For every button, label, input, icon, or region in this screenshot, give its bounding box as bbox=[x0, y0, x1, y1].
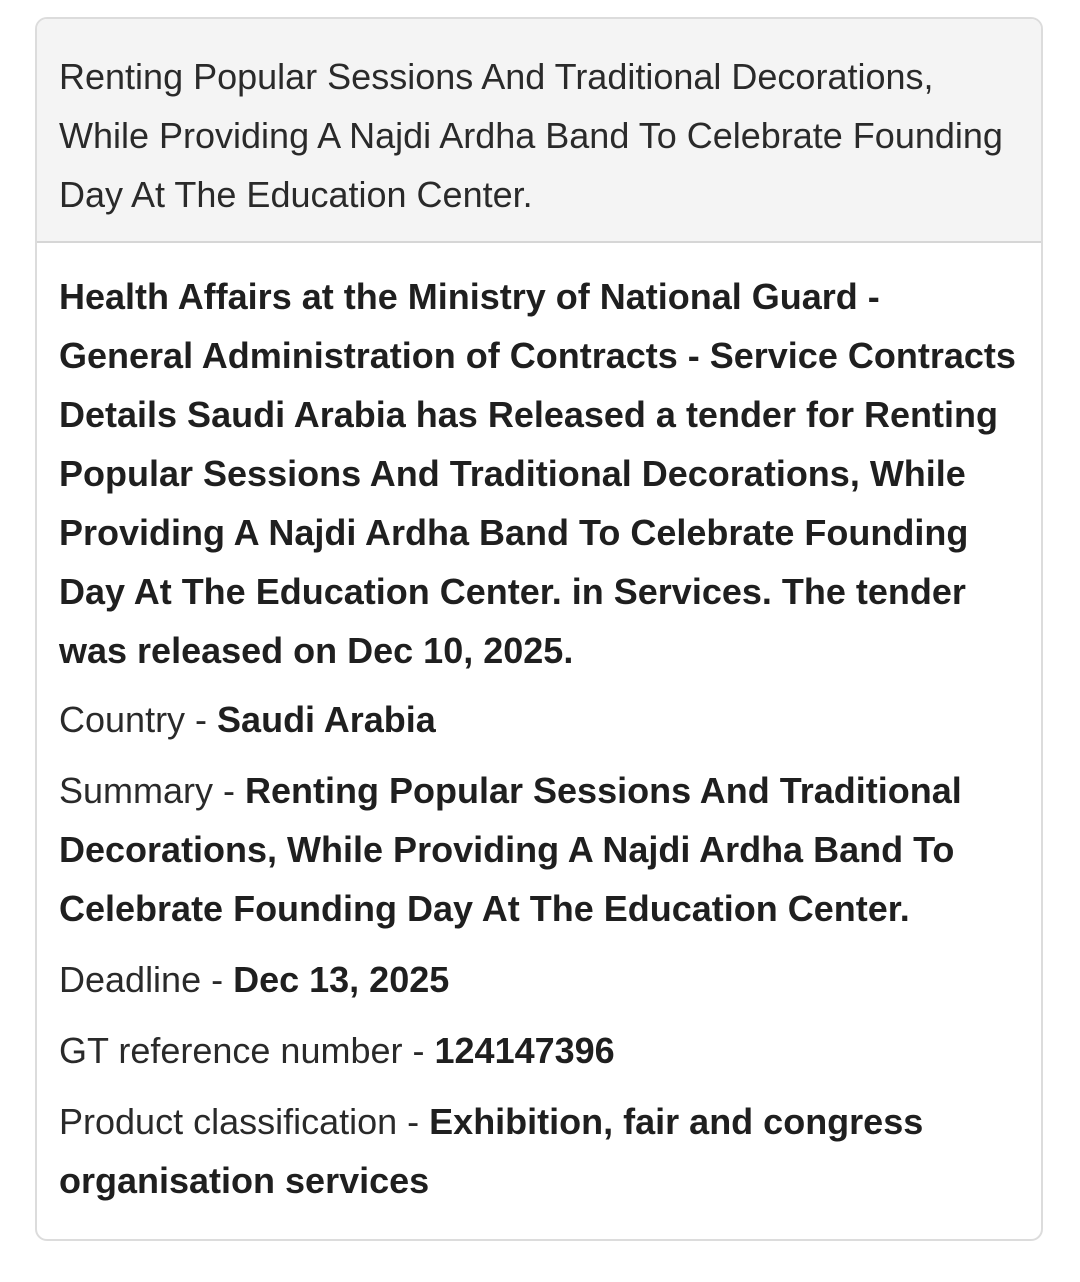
field-summary bbox=[59, 761, 1019, 938]
card-header bbox=[37, 19, 1041, 243]
description-outro: in Services. The tender was released on Dec 10, 2025. bbox=[59, 571, 966, 671]
description-title: Renting Popular Sessions And Traditional Decorations, While Providing A Najdi Ardha Band To Celebrate Founding Day At The Education Center. bbox=[59, 394, 998, 612]
field-value: Renting Popular Sessions And Traditional Decorations, While Providing A Najdi Ardha Band To Celebrate Founding Day At The Education Center. bbox=[59, 770, 962, 929]
field-country bbox=[59, 690, 1019, 749]
field-product-classification bbox=[59, 1092, 1019, 1210]
field-label: Country - bbox=[59, 699, 218, 740]
field-value: 124147396 bbox=[434, 1030, 615, 1071]
card-body bbox=[37, 243, 1041, 1210]
field-value: Dec 13, 2025 bbox=[233, 959, 450, 1000]
description-intro: Health Affairs at the Ministry of National Guard - General Administration of Contracts - Service Contracts Details Saudi Arabia has Released a tender for bbox=[59, 276, 1016, 435]
field-label: Summary - bbox=[59, 770, 246, 811]
field-value: Exhibition, fair and congress organisation services bbox=[59, 1101, 924, 1201]
field-value: Saudi Arabia bbox=[217, 699, 436, 740]
tender-title-header: Renting Popular Sessions And Traditional Decorations, While Providing A Najdi Ardha Band To Celebrate Founding Day At The Education Center. bbox=[59, 56, 1003, 215]
field-reference-number bbox=[59, 1021, 1019, 1080]
tender-description bbox=[59, 267, 1019, 680]
field-deadline bbox=[59, 950, 1019, 1009]
field-label: Deadline - bbox=[59, 959, 234, 1000]
tender-card bbox=[35, 17, 1043, 1241]
field-label: Product classification - bbox=[59, 1101, 430, 1142]
field-label: GT reference number - bbox=[59, 1030, 435, 1071]
